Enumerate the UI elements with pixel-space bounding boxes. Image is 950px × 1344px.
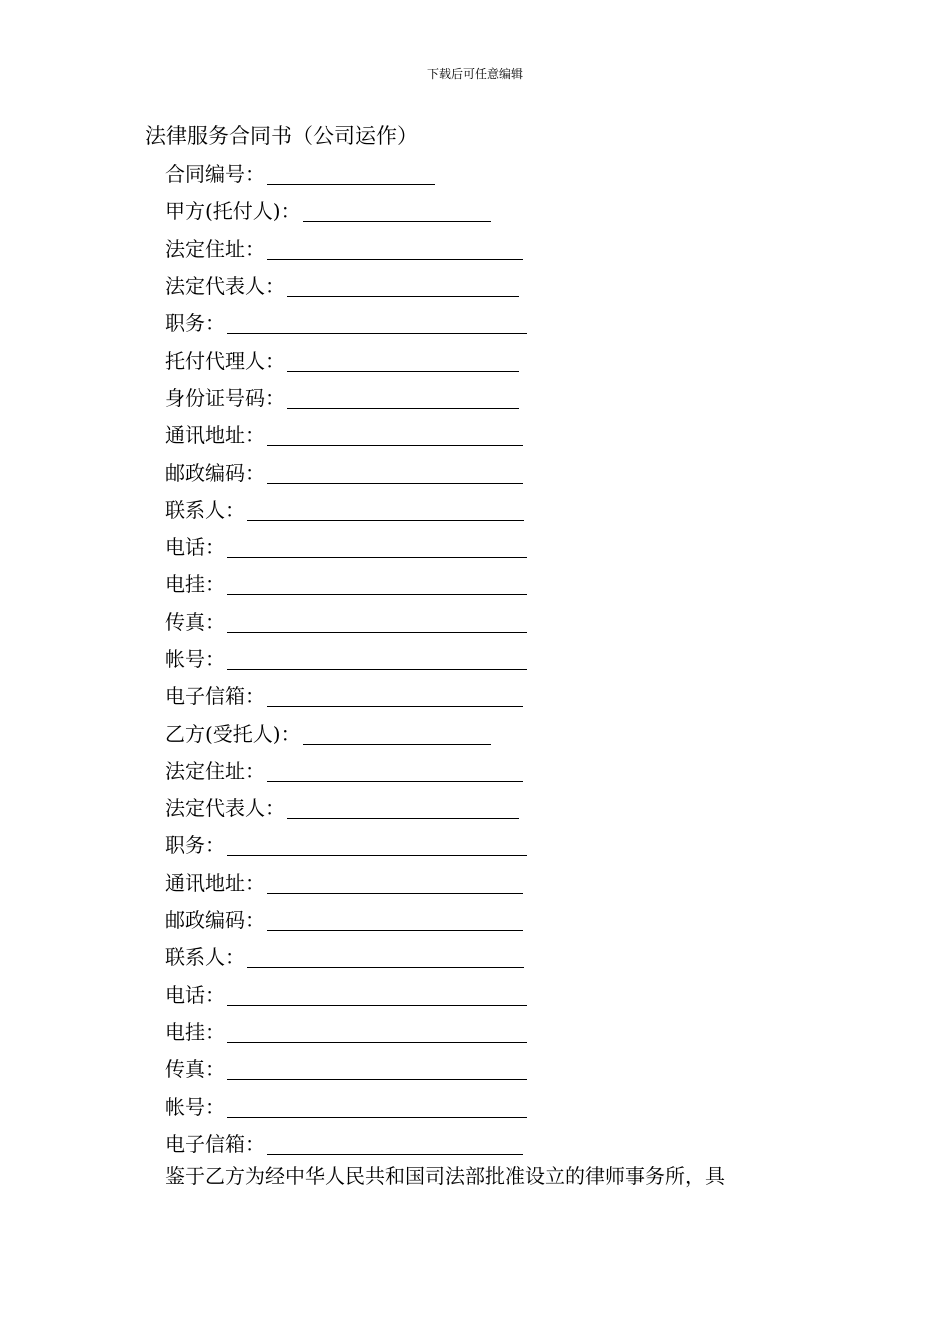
form-field bbox=[165, 900, 805, 937]
field-label: 电挂： bbox=[165, 572, 225, 597]
form-field bbox=[165, 602, 805, 639]
form-field bbox=[165, 713, 805, 750]
field-label: 甲方(托付人)： bbox=[165, 199, 301, 224]
field-blank-line[interactable] bbox=[227, 570, 527, 595]
field-blank-line[interactable] bbox=[227, 1018, 527, 1043]
field-blank-line[interactable] bbox=[267, 869, 523, 894]
field-blank-line[interactable] bbox=[227, 1055, 527, 1080]
form-field bbox=[165, 863, 805, 900]
field-label: 身份证号码： bbox=[165, 385, 285, 410]
form-field bbox=[165, 266, 805, 303]
field-label: 合同编号： bbox=[165, 162, 265, 187]
field-label: 法定住址： bbox=[165, 758, 265, 783]
form-field bbox=[165, 340, 805, 377]
field-label: 电子信箱： bbox=[165, 1131, 265, 1156]
field-blank-line[interactable] bbox=[227, 533, 527, 558]
form-field bbox=[165, 564, 805, 601]
form-field bbox=[165, 676, 805, 713]
field-label: 邮政编码： bbox=[165, 908, 265, 933]
field-blank-line[interactable] bbox=[267, 421, 523, 446]
contract-fields bbox=[165, 154, 805, 1161]
form-field bbox=[165, 378, 805, 415]
field-blank-line[interactable] bbox=[267, 160, 435, 185]
form-field bbox=[165, 415, 805, 452]
field-blank-line[interactable] bbox=[267, 459, 523, 484]
field-label: 帐号： bbox=[165, 1094, 225, 1119]
form-field bbox=[165, 1049, 805, 1086]
field-label: 法定住址： bbox=[165, 236, 265, 261]
field-blank-line[interactable] bbox=[227, 831, 527, 856]
field-blank-line[interactable] bbox=[227, 981, 527, 1006]
field-blank-line[interactable] bbox=[227, 309, 527, 334]
field-label: 联系人： bbox=[165, 945, 245, 970]
page-header-note: 下载后可任意编辑 bbox=[426, 67, 523, 81]
form-field bbox=[165, 975, 805, 1012]
field-blank-line[interactable] bbox=[227, 645, 527, 670]
field-blank-line[interactable] bbox=[303, 720, 491, 745]
field-label: 邮政编码： bbox=[165, 460, 265, 485]
form-field bbox=[165, 1012, 805, 1049]
form-field bbox=[165, 490, 805, 527]
field-label: 电挂： bbox=[165, 1019, 225, 1044]
field-blank-line[interactable] bbox=[267, 235, 523, 260]
field-label: 职务： bbox=[165, 833, 225, 858]
intro-paragraph: 鉴于乙方为经中华人民共和国司法部批准设立的律师事务所，具 bbox=[165, 1164, 725, 1188]
field-label: 电子信箱： bbox=[165, 684, 265, 709]
field-blank-line[interactable] bbox=[287, 347, 519, 372]
field-blank-line[interactable] bbox=[287, 384, 519, 409]
field-blank-line[interactable] bbox=[247, 496, 524, 521]
form-field bbox=[165, 229, 805, 266]
form-field bbox=[165, 303, 805, 340]
form-field bbox=[165, 788, 805, 825]
field-blank-line[interactable] bbox=[247, 943, 524, 968]
form-field bbox=[165, 1086, 805, 1123]
form-field bbox=[165, 937, 805, 974]
field-label: 传真： bbox=[165, 609, 225, 634]
field-label: 乙方(受托人)： bbox=[165, 721, 301, 746]
form-field bbox=[165, 751, 805, 788]
form-field bbox=[165, 154, 805, 191]
form-field bbox=[165, 1124, 805, 1161]
field-blank-line[interactable] bbox=[227, 1093, 527, 1118]
field-label: 电话： bbox=[165, 982, 225, 1007]
field-label: 通讯地址： bbox=[165, 423, 265, 448]
field-label: 电话： bbox=[165, 535, 225, 560]
field-blank-line[interactable] bbox=[287, 272, 519, 297]
field-blank-line[interactable] bbox=[267, 757, 523, 782]
form-field bbox=[165, 191, 805, 228]
field-blank-line[interactable] bbox=[227, 608, 527, 633]
field-blank-line[interactable] bbox=[287, 794, 519, 819]
field-label: 传真： bbox=[165, 1057, 225, 1082]
form-field bbox=[165, 825, 805, 862]
field-blank-line[interactable] bbox=[267, 906, 523, 931]
field-blank-line[interactable] bbox=[267, 1130, 523, 1155]
field-label: 托付代理人： bbox=[165, 348, 285, 373]
field-blank-line[interactable] bbox=[267, 682, 523, 707]
field-label: 通讯地址： bbox=[165, 870, 265, 895]
field-label: 法定代表人： bbox=[165, 274, 285, 299]
form-field bbox=[165, 639, 805, 676]
field-label: 法定代表人： bbox=[165, 796, 285, 821]
field-label: 职务： bbox=[165, 311, 225, 336]
field-label: 帐号： bbox=[165, 647, 225, 671]
contract-title: 法律服务合同书（公司运作） bbox=[145, 124, 418, 148]
form-field bbox=[165, 452, 805, 489]
field-label: 联系人： bbox=[165, 497, 245, 522]
field-blank-line[interactable] bbox=[303, 197, 491, 222]
form-field bbox=[165, 527, 805, 564]
